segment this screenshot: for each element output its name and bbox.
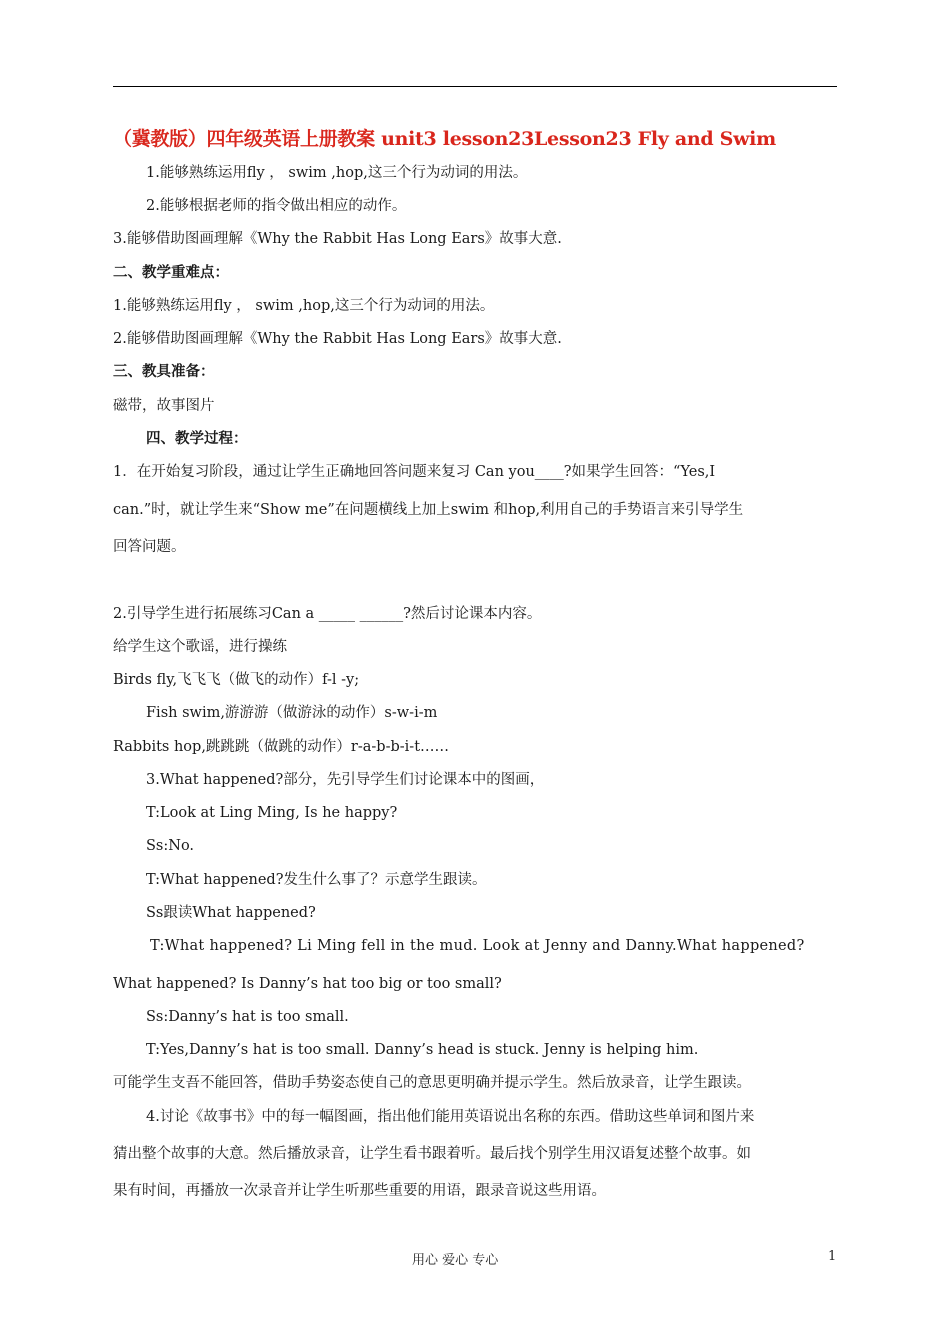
dialogue-line: Ss:Danny’s hat is too small.	[146, 1009, 349, 1025]
dialogue-line: T:What happened?发生什么事了？示意学生跟读。	[146, 872, 487, 888]
section-heading-process: 四、教学过程：	[146, 430, 248, 447]
document-title: （冀教版）四年级英语上册教案 unit3 lesson23Lesson23 Fly and Swim	[113, 128, 776, 150]
process-step-4-line-3: 果有时间，再播放一次录音并让学生听那些重要的用语，跟录音说这些用语。	[113, 1183, 606, 1199]
process-step-4-line-1: 4.讨论《故事书》中的每一幅图画，指出他们能用英语说出名称的东西。借助这些单词和图片来	[146, 1109, 755, 1125]
chant-intro: 给学生这个歌谣，进行操练	[113, 639, 287, 655]
teaching-note: 可能学生支吾不能回答，借助手势姿态使自己的意思更明确并提示学生。然后放录音，让学生跟读。	[113, 1075, 751, 1091]
section-heading-materials: 三、教具准备：	[113, 363, 215, 380]
process-step-1-line-2: can.”时，就让学生来“Show me”在问题横线上加上swim 和hop,利用自己的手势语言来引导学生	[113, 502, 744, 518]
dialogue-line: Ss跟读What happened?	[146, 905, 316, 921]
chant-line-fish: Fish swim,游游游（做游泳的动作）s-w-i-m	[146, 705, 438, 721]
process-step-3: 3.What happened?部分，先引导学生们讨论课本中的图画，	[146, 772, 545, 788]
materials-text: 磁带，故事图片	[113, 398, 215, 414]
dialogue-line: T:What happened? Li Ming fell in the mud. Look at Jenny and Danny.What happened?	[150, 938, 805, 954]
header-rule	[113, 86, 837, 87]
process-step-4-line-2: 猜出整个故事的大意。然后播放录音，让学生看书跟着听。最后找个别学生用汉语复述整个故事。如	[113, 1146, 751, 1162]
dialogue-line: Ss:No.	[146, 838, 195, 854]
section-heading-key-points: 二、教学重难点：	[113, 264, 229, 281]
key-point-1: 1.能够熟练运用fly ， swim ,hop,这三个行为动词的用法。	[113, 298, 495, 314]
key-point-2: 2.能够借助图画理解《Why the Rabbit Has Long Ears》故事大意.	[113, 331, 562, 347]
objective-3: 3.能够借助图画理解《Why the Rabbit Has Long Ears》故事大意.	[113, 231, 562, 247]
objective-2: 2.能够根据老师的指令做出相应的动作。	[146, 198, 407, 214]
process-step-1-line-1: 1．在开始复习阶段，通过让学生正确地回答问题来复习 Can you____?如果学生回答：“Yes,I	[113, 464, 716, 480]
process-step-2: 2.引导学生进行拓展练习Can a _____ ______?然后讨论课本内容。	[113, 606, 542, 622]
dialogue-line: T:Yes,Danny’s hat is too small. Danny’s head is stuck. Jenny is helping him.	[146, 1042, 699, 1058]
objective-1: 1.能够熟练运用fly ， swim ,hop,这三个行为动词的用法。	[146, 165, 528, 181]
process-step-1-line-3: 回答问题。	[113, 539, 186, 555]
dialogue-line: What happened? Is Danny’s hat too big or too small?	[113, 976, 502, 992]
chant-line-rabbits: Rabbits hop,跳跳跳（做跳的动作）r-a-b-b-i-t……	[113, 739, 450, 755]
page-number: 1	[828, 1249, 837, 1264]
chant-line-birds: Birds fly,飞飞飞（做飞的动作）f-l -y;	[113, 672, 360, 688]
dialogue-line: T:Look at Ling Ming, Is he happy?	[146, 805, 398, 821]
footer-motto: 用心 爱心 专心	[412, 1253, 499, 1268]
